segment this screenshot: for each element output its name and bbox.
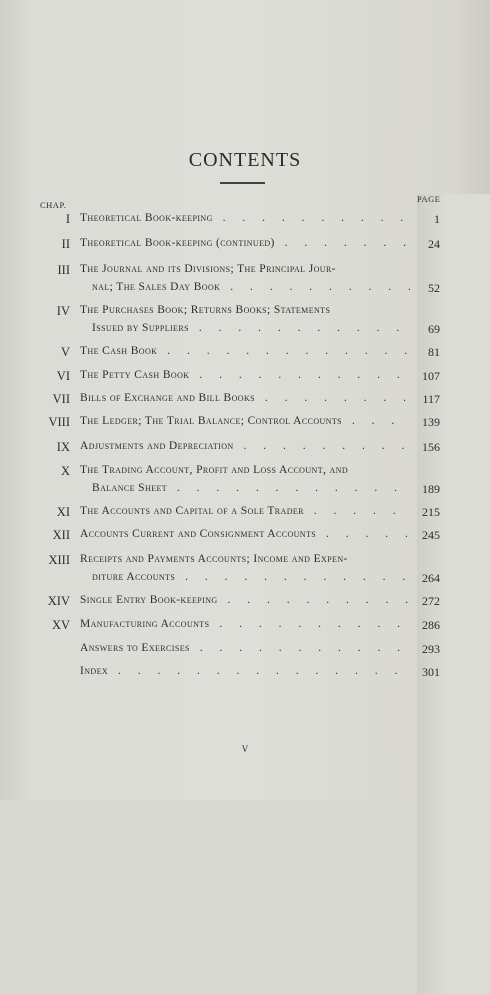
chapter-title: Issued by Suppliers . . . xyxy=(92,322,410,334)
chapter-title: The Trading Account, Profit and Loss Account, and xyxy=(80,464,349,476)
page-column-header: PAGE xyxy=(417,194,490,994)
chapter-number: V xyxy=(60,345,70,359)
chapter-title: The Journal and its Divisions; The Principal Jour- xyxy=(80,263,336,275)
page-number: 69 xyxy=(428,322,440,336)
chapter-title: The Purchases Book; Returns Books; Statements xyxy=(80,304,331,316)
chapter-title: Accounts Current and Consignment Accounts . . . xyxy=(80,528,410,540)
chapter-number: IX xyxy=(56,440,70,454)
page-number: 117 xyxy=(422,392,440,406)
chapter-title: diture Accounts . . . xyxy=(92,571,410,583)
chapter-number: III xyxy=(57,263,70,277)
chapter-title: Balance Sheet . . . xyxy=(92,482,410,494)
chapter-number: X xyxy=(60,464,70,478)
chapter-number: I xyxy=(65,212,70,226)
chapter-title: Adjustments and Depreciation . . . xyxy=(80,440,410,452)
chapter-column-header: CHAP. xyxy=(40,200,67,210)
page-number: 81 xyxy=(428,345,440,359)
chapter-number: XIV xyxy=(47,594,70,608)
page-number: 189 xyxy=(422,482,440,496)
page-number: 156 xyxy=(422,440,440,454)
page-title: CONTENTS xyxy=(188,149,302,171)
chapter-title: Receipts and Payments Accounts; Income and Expen- xyxy=(80,553,348,565)
chapter-title: Answers to Exercises . . . xyxy=(80,642,410,654)
page-number: 139 xyxy=(422,415,440,429)
page-number: 215 xyxy=(422,505,440,519)
page-number: 107 xyxy=(422,369,440,383)
page-number: 286 xyxy=(422,618,440,632)
chapter-title: Index . . . xyxy=(80,665,410,677)
page-number: 52 xyxy=(428,281,440,295)
chapter-number: IV xyxy=(56,304,70,318)
chapter-title: Manufacturing Accounts . . . xyxy=(80,618,410,630)
chapter-number: XII xyxy=(52,528,70,542)
chapter-number: II xyxy=(61,237,70,251)
page-number: 1 xyxy=(434,212,440,226)
chapter-title: The Cash Book . . . xyxy=(80,345,410,357)
chapter-title: The Accounts and Capital of a Sole Trader . . . xyxy=(80,505,410,517)
page-number: 293 xyxy=(422,642,440,656)
page-folio: v xyxy=(241,740,249,755)
chapter-number: XI xyxy=(56,505,70,519)
chapter-title: Theoretical Book-keeping . . . xyxy=(80,212,410,224)
chapter-title: The Petty Cash Book . . . xyxy=(80,369,410,381)
chapter-number: XIII xyxy=(48,553,70,567)
chapter-title: nal; The Sales Day Book . . . xyxy=(92,281,410,293)
page-number: 272 xyxy=(422,594,440,608)
chapter-title: Single Entry Book-keeping . . . xyxy=(80,594,410,606)
chapter-number: XV xyxy=(51,618,70,632)
chapter-number: VIII xyxy=(48,415,70,429)
chapter-title: Bills of Exchange and Bill Books . . . xyxy=(80,392,410,404)
page-number: 264 xyxy=(422,571,440,585)
page-number: 24 xyxy=(428,237,440,251)
chapter-number: VII xyxy=(52,392,70,406)
chapter-title: The Ledger; The Trial Balance; Control Accounts . . . xyxy=(80,415,410,427)
page-number: 301 xyxy=(422,665,440,679)
chapter-number: VI xyxy=(56,369,70,383)
page-number: 245 xyxy=(422,528,440,542)
chapter-title: Theoretical Book-keeping (continued) . . . xyxy=(80,237,410,249)
